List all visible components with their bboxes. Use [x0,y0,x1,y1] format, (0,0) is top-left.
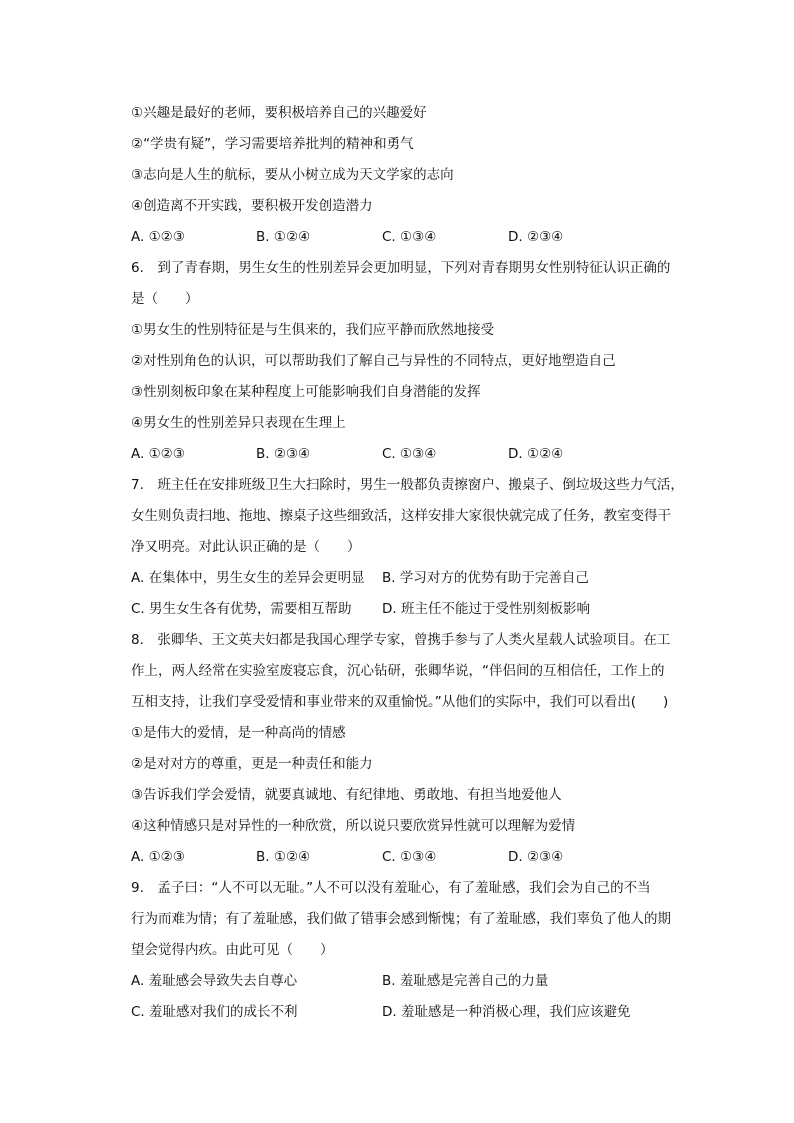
option-d: D. 班主任不能过于受性别刻板影响 [382,601,590,617]
option-a: A. ①②③ [131,229,185,245]
question-9 [131,873,671,1028]
question-stem: 9. 孟子曰：“人不可以无耻。”人不可以没有羞耻心，有了羞耻感，我们会为自己的不当 [131,880,651,896]
option-c: C. ①③④ [382,849,437,865]
option-b: B. ①②④ [256,849,311,865]
exam-page [131,98,684,1028]
question-7 [131,470,684,625]
answer-options [131,594,671,625]
question-5-tail [131,98,671,253]
question-stem: 7. 班主任在安排班级卫生大扫除时，男生一般都负责擦窗户、搬桌子、倒垃圾这些力气活， [131,477,684,493]
answer-options [131,966,671,997]
answer-options [131,842,671,873]
option-b: B. 学习对方的优势有助于完善自己 [382,570,589,586]
statement-item: ①兴趣是最好的老师，要积极培养自己的兴趣爱好 [131,105,427,121]
option-d: D. ①②④ [508,446,564,462]
option-d: D. ②③④ [508,229,564,245]
option-a: A. ①②③ [131,849,185,865]
question-stem: 是（ ） [131,291,199,307]
answer-options [131,439,671,470]
statement-item: ①男女生的性别特征是与生俱来的，我们应平静而欣然地接受 [131,322,495,338]
option-c: C. 男生女生各有优势，需要相互帮助 [131,601,352,617]
answer-options [131,997,671,1028]
question-stem: 行为而难为情；有了羞耻感，我们做了错事会感到惭愧；有了羞耻感，我们辜负了他人的期 [131,911,671,927]
question-stem: 女生则负责扫地、拖地、擦桌子这些细致活，这样安排大家很快就完成了任务，教室变得干 [131,508,671,524]
option-c: C. ①③④ [382,446,437,462]
option-d: D. ②③④ [508,849,564,865]
option-a: A. ①②③ [131,446,185,462]
option-b: B. 羞耻感是完善自己的力量 [382,973,549,989]
option-c: C. 羞耻感对我们的成长不利 [131,1004,298,1020]
statement-item: ④这种情感只是对异性的一种欣赏，所以说只要欣赏异性就可以理解为爱情 [131,818,576,834]
question-stem: 望会觉得内疚。由此可见（ ） [131,942,334,958]
statement-item: ②是对对方的尊重，更是一种责任和能力 [131,756,373,772]
question-stem: 8. 张卿华、王文英夫妇都是我国心理学专家，曾携手参与了人类火星载人试验项目。在工 [131,632,671,648]
option-a: A. 在集体中，男生女生的差异会更明显 [131,570,365,586]
answer-options [131,563,671,594]
statement-item: ④男女生的性别差异只表现在生理上 [131,415,346,431]
question-stem: 互相支持，让我们享受爱情和事业带来的双重愉悦。”从他们的实际中，我们可以看出( ) [131,694,669,710]
statement-item: ③告诉我们学会爱情，就要真诚地、有纪律地、勇敢地、有担当地爱他人 [131,787,562,803]
option-a: A. 羞耻感会导致失去自尊心 [131,973,298,989]
option-b: B. ①②④ [256,229,311,245]
statement-item: ①是伟大的爱情，是一种高尚的情感 [131,725,346,741]
statement-item: ③性别刻板印象在某种程度上可能影响我们自身潜能的发挥 [131,384,481,400]
answer-options [131,222,671,253]
statement-item: ③志向是人生的航标，要从小树立成为天文学家的志向 [131,167,454,183]
statement-item: ②“学贵有疑”，学习需要培养批判的精神和勇气 [131,136,414,152]
option-c: C. ①③④ [382,229,437,245]
statement-item: ②对性别角色的认识，可以帮助我们了解自己与异性的不同特点，更好地塑造自己 [131,353,616,369]
question-8 [131,625,671,873]
question-stem: 6. 到了青春期，男生女生的性别差异会更加明显，下列对青春期男女性别特征认识正确的 [131,260,671,276]
question-stem: 作上，两人经常在实验室废寝忘食，沉心钻研，张卿华说，“伴侣间的互相信任，工作上的 [131,663,665,679]
option-d: D. 羞耻感是一种消极心理，我们应该避免 [382,1004,631,1020]
option-b: B. ②③④ [256,446,311,462]
question-6 [131,253,671,470]
question-stem: 净又明亮。对此认识正确的是（ ） [131,539,361,555]
statement-item: ④创造离不开实践，要积极开发创造潜力 [131,198,373,214]
